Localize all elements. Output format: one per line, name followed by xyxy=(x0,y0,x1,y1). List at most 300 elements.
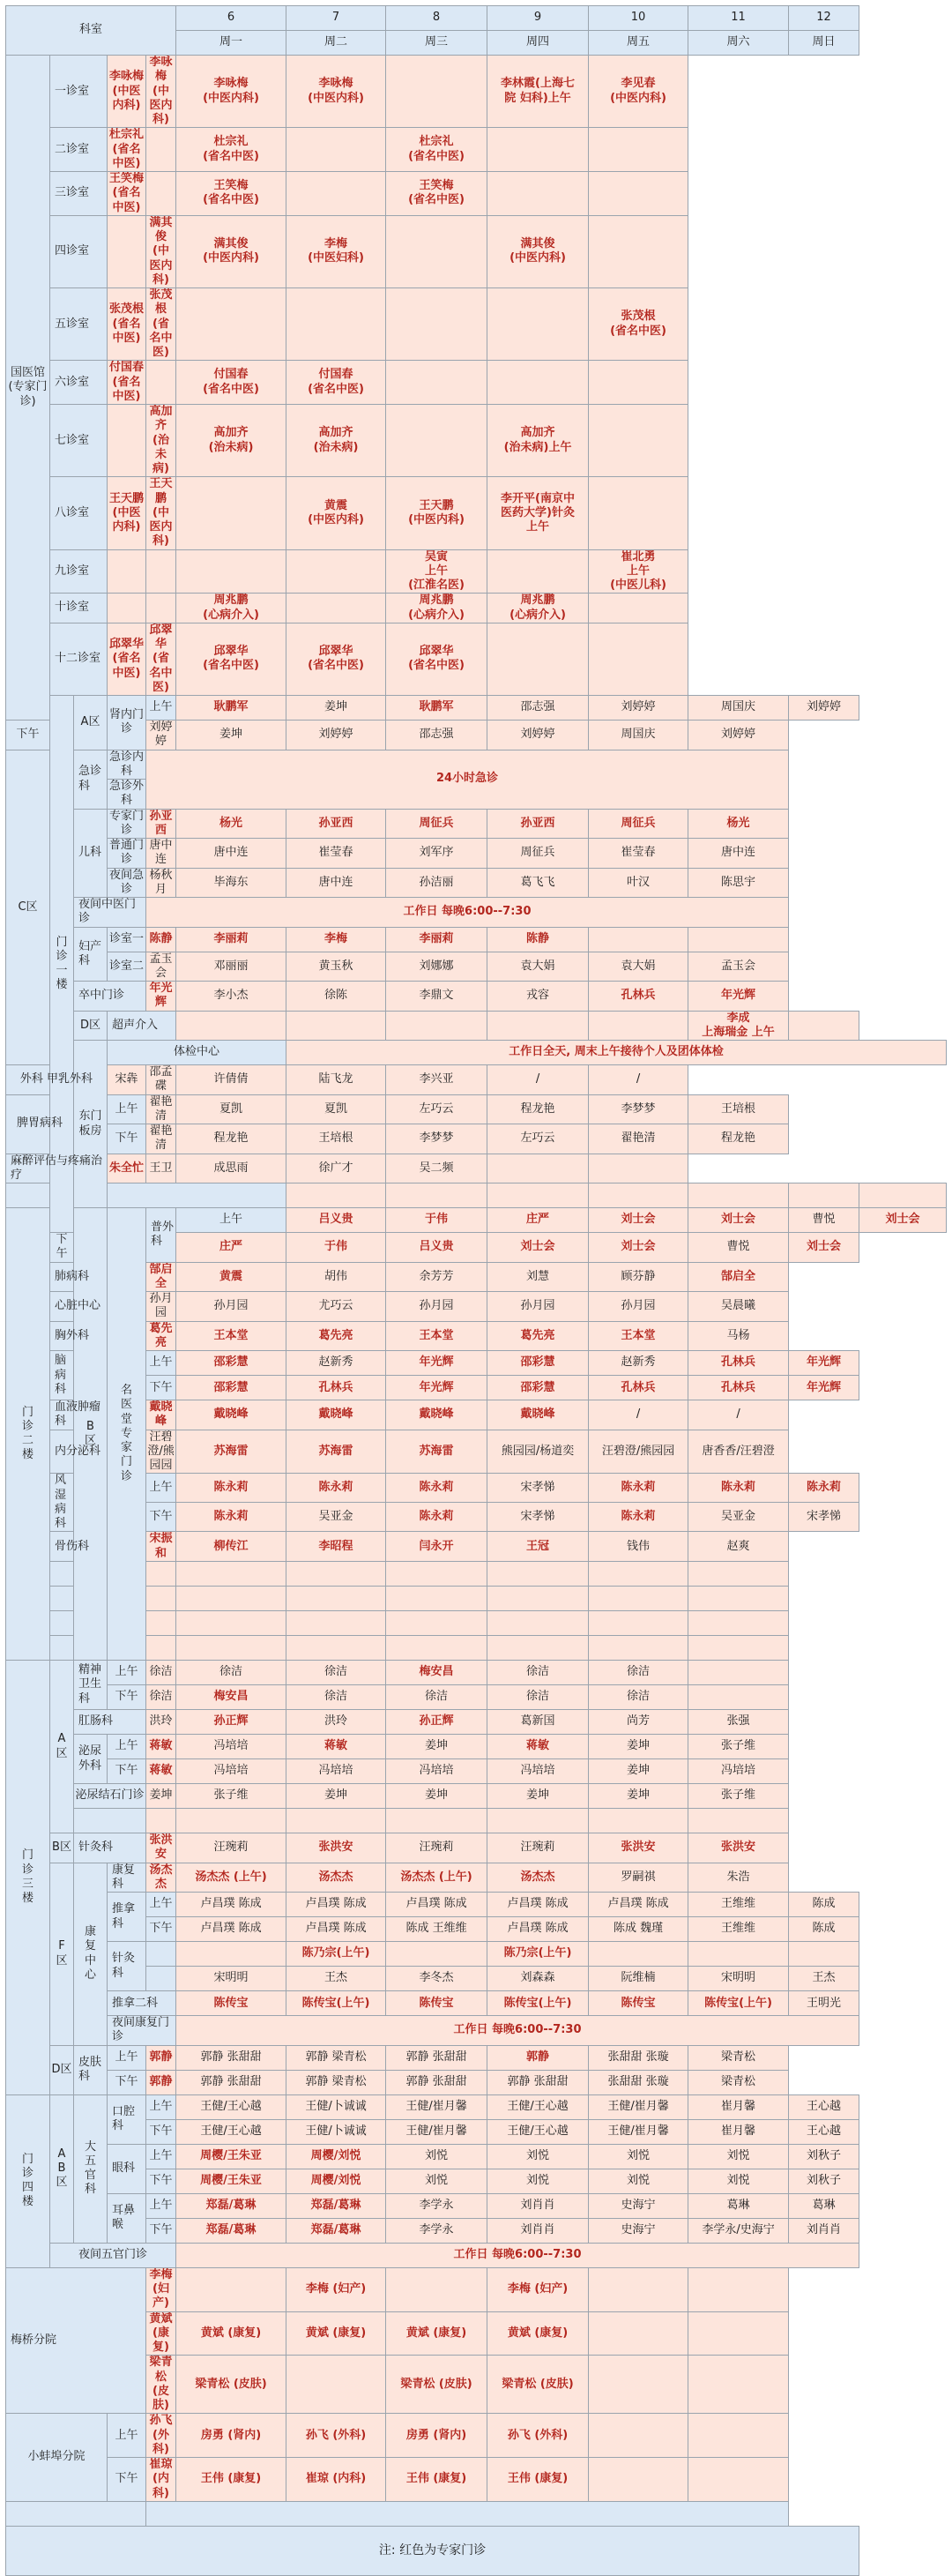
schedule-cell: 周国庆 xyxy=(688,696,789,721)
table-row xyxy=(6,1893,947,1917)
schedule-cell: 杨光 xyxy=(176,809,286,839)
schedule-cell: 工作日 每晚6:00--7:30 xyxy=(176,2243,859,2267)
schedule-cell: 卢昌璞 陈成 xyxy=(176,1917,286,1942)
schedule-cell: 郭静 梁青松 xyxy=(286,2045,386,2070)
schedule-cell: 崔莹春 xyxy=(589,839,688,869)
schedule-cell: 卢昌璞 陈成 xyxy=(589,1893,688,1917)
schedule-cell xyxy=(386,1809,487,1833)
schedule-cell: 陈成 xyxy=(789,1893,859,1917)
schedule-cell: 郜启全 xyxy=(146,1262,176,1292)
schedule-cell xyxy=(789,1011,859,1041)
schedule-cell: 冯培培 xyxy=(286,1759,386,1784)
schedule-cell: 陈永莉 xyxy=(386,1503,487,1532)
schedule-cell: 孟玉会 xyxy=(688,952,789,982)
schedule-cell: 陈永莉 xyxy=(589,1503,688,1532)
dept-header: 科室 xyxy=(6,6,176,56)
schedule-cell: 郭静 张甜甜 xyxy=(386,2045,487,2070)
schedule-cell xyxy=(589,927,688,952)
schedule-cell xyxy=(286,172,386,216)
schedule-cell: 姜坤 xyxy=(589,1784,688,1809)
schedule-cell: 孔林兵 xyxy=(286,1376,386,1400)
schedule-cell: 徐洁 xyxy=(589,1684,688,1709)
row-label xyxy=(50,1561,108,1586)
schedule-cell: 苏海雷 xyxy=(286,1430,386,1474)
schedule-cell xyxy=(176,477,286,549)
schedule-cell: 汤杰杰 xyxy=(286,1863,386,1893)
row-label: 名 医 堂 专 家 门 诊 xyxy=(108,1208,146,1661)
schedule-cell: 张甜甜 张璇 xyxy=(589,2070,688,2094)
row-label: 下午 xyxy=(50,1233,74,1263)
row-label xyxy=(74,1809,146,1833)
schedule-cell xyxy=(589,1809,688,1833)
table-row xyxy=(6,1833,947,1863)
row-label xyxy=(50,1586,108,1610)
schedule-cell: 洪玲 xyxy=(146,1709,176,1734)
schedule-cell: 杜宗礼 (省名中医) xyxy=(108,128,146,172)
row-label xyxy=(50,1635,108,1660)
schedule-cell: 工作日 每晚6:00--7:30 xyxy=(176,2016,859,2046)
schedule-cell: 王本堂 xyxy=(386,1321,487,1351)
row-label: 卒中门诊 xyxy=(74,982,146,1012)
schedule-cell xyxy=(688,2356,789,2414)
schedule-cell: 陈永莉 xyxy=(176,1503,286,1532)
schedule-cell: 王健/崔月馨 xyxy=(589,2094,688,2119)
table-row xyxy=(6,1292,947,1322)
schedule-cell: 宋犇 xyxy=(108,1065,146,1095)
weekday-header: 周四 xyxy=(487,31,589,56)
schedule-cell: 郑磊/葛琳 xyxy=(286,2218,386,2243)
schedule-cell: 邵彩慧 xyxy=(487,1351,589,1376)
schedule-cell: 王冠 xyxy=(487,1532,589,1562)
schedule-cell: 周樱/刘悦 xyxy=(286,2169,386,2193)
schedule-cell: 李兴亚 xyxy=(386,1065,487,1095)
schedule-cell: 周兆鹏 (心病介入) xyxy=(386,594,487,623)
schedule-cell xyxy=(286,1561,386,1586)
row-label: 下午 xyxy=(146,2119,176,2144)
table-row xyxy=(6,2169,947,2193)
schedule-cell xyxy=(487,1809,589,1833)
table-row xyxy=(6,405,947,477)
row-label: F 区 xyxy=(50,1863,74,2045)
schedule-cell: 邵彩慧 xyxy=(176,1376,286,1400)
schedule-cell: 唐香香/汪碧澄 xyxy=(688,1430,789,1474)
table-row xyxy=(6,2016,947,2046)
table-row xyxy=(6,1684,947,1709)
table-row xyxy=(6,1321,947,1351)
schedule-cell: 孙月园 xyxy=(176,1292,286,1322)
schedule-cell: 黄斌 (康复) xyxy=(487,2311,589,2356)
schedule-cell: 王本堂 xyxy=(176,1321,286,1351)
schedule-cell: 阮维楠 xyxy=(589,1967,688,1991)
schedule-cell xyxy=(688,1942,789,1967)
table-row xyxy=(6,2414,947,2458)
schedule-cell: 冯培培 xyxy=(176,1759,286,1784)
row-label: 胸外科 xyxy=(50,1321,108,1351)
schedule-cell xyxy=(589,2311,688,2356)
schedule-cell: 工作日全天, 周末上午接待个人及团体体检 xyxy=(286,1041,947,1065)
schedule-cell: 付国春 (省名中医) xyxy=(176,361,286,405)
schedule-cell: 孔林兵 xyxy=(688,1351,789,1376)
table-row xyxy=(6,2144,947,2169)
schedule-cell: 李开平(南京中 医药大学)针灸 上午 xyxy=(487,477,589,549)
schedule-cell xyxy=(589,361,688,405)
schedule-cell: 李昭程 xyxy=(286,1532,386,1562)
row-label: 上午 xyxy=(108,2045,146,2070)
schedule-cell: 刘娜娜 xyxy=(386,952,487,982)
schedule-cell: 周樱/王朱亚 xyxy=(176,2169,286,2193)
schedule-cell: 满其俊 (中医内科) xyxy=(146,215,176,287)
table-row xyxy=(6,623,947,695)
row-label: B区 xyxy=(50,1833,74,1863)
row-label: 针灸科 xyxy=(74,1833,146,1863)
schedule-cell: 王本堂 xyxy=(589,1321,688,1351)
schedule-cell: 葛先亮 xyxy=(286,1321,386,1351)
schedule-cell xyxy=(688,2311,789,2356)
schedule-cell xyxy=(108,594,146,623)
schedule-cell: 赵新秀 xyxy=(286,1351,386,1376)
schedule-cell: 邵志强 xyxy=(386,721,487,750)
schedule-cell: 付国春 (省名中医) xyxy=(286,361,386,405)
schedule-cell: 周国庆 xyxy=(589,721,688,750)
schedule-cell: 年光辉 xyxy=(386,1351,487,1376)
schedule-cell xyxy=(386,1610,487,1635)
schedule-cell: 姜坤 xyxy=(146,1784,176,1809)
row-label: 心脏中心 xyxy=(50,1292,108,1322)
table-row xyxy=(6,927,947,952)
schedule-cell: 周兆鹏 (心病介入) xyxy=(487,594,589,623)
row-label: 急诊内科 xyxy=(108,750,146,780)
table-row xyxy=(6,982,947,1012)
table-row xyxy=(6,2045,947,2070)
schedule-cell: 崔月馨 xyxy=(688,2094,789,2119)
table-row xyxy=(6,2267,947,2311)
row-label: 下午 xyxy=(146,2169,176,2193)
schedule-cell: 邱翠华 (省名中医) xyxy=(146,623,176,695)
row-label: 一诊室 xyxy=(50,56,108,128)
schedule-cell: 李咏梅 (中医内科) xyxy=(176,56,286,128)
schedule-cell: 翟艳清 xyxy=(146,1094,176,1124)
schedule-cell: 李梅 (妇产) xyxy=(146,2267,176,2311)
schedule-cell: 梅安昌 xyxy=(176,1684,286,1709)
schedule-cell: 孟玉会 xyxy=(146,952,176,982)
schedule-cell: 吴亚金 xyxy=(688,1503,789,1532)
table-row xyxy=(6,1400,947,1430)
row-label: 下午 xyxy=(108,2070,146,2094)
schedule-cell: 刘森森 xyxy=(487,1967,589,1991)
schedule-cell: 刘悦 xyxy=(589,2144,688,2169)
table-row xyxy=(6,1917,947,1942)
table-row xyxy=(6,56,947,128)
schedule-cell: 蒋敏 xyxy=(487,1735,589,1759)
schedule-cell: 程龙艳 xyxy=(688,1124,789,1154)
row-label: 二诊室 xyxy=(50,128,108,172)
schedule-cell: 陈静 xyxy=(487,927,589,952)
schedule-cell xyxy=(146,594,176,623)
schedule-cell: 陈传宝 xyxy=(386,1991,487,2016)
table-row xyxy=(6,2094,947,2119)
schedule-cell: 陈传宝(上午) xyxy=(688,1991,789,2016)
schedule-cell xyxy=(589,2267,688,2311)
schedule-cell: 刘秋子 xyxy=(789,2169,859,2193)
schedule-cell xyxy=(146,549,176,594)
schedule-cell: 周兆鹏 (心病介入) xyxy=(176,594,286,623)
schedule-cell: 耿鹏军 xyxy=(176,696,286,721)
schedule-cell: 顾芬静 xyxy=(589,1262,688,1292)
schedule-cell: 刘肖肖 xyxy=(487,2193,589,2218)
schedule-cell: 孙月园 xyxy=(589,1292,688,1322)
row-label: 妇产科 xyxy=(74,927,108,982)
schedule-cell: 张茂根 (省名中医) xyxy=(589,288,688,361)
row-label: 肛肠科 xyxy=(74,1709,146,1734)
row-label: 耳鼻喉 xyxy=(108,2193,146,2243)
schedule-cell xyxy=(176,1635,286,1660)
weekday-header: 周五 xyxy=(589,31,688,56)
schedule-cell xyxy=(386,1011,487,1041)
schedule-cell: 徐洁 xyxy=(286,1684,386,1709)
schedule-cell: 陈传宝 xyxy=(176,1991,286,2016)
schedule-cell: 邵彩慧 xyxy=(176,1351,286,1376)
schedule-cell: 梅安昌 xyxy=(386,1660,487,1684)
table-row xyxy=(6,288,947,361)
schedule-cell: 苏海雷 xyxy=(176,1430,286,1474)
schedule-cell: 周樱/王朱亚 xyxy=(176,2144,286,2169)
schedule-cell: 孙月园 xyxy=(487,1292,589,1322)
schedule-cell: 李见春 (中医内科) xyxy=(589,56,688,128)
schedule-cell: 张洪安 xyxy=(688,1833,789,1863)
row-label: 三诊室 xyxy=(50,172,108,216)
schedule-cell: 徐洁 xyxy=(146,1684,176,1709)
schedule-cell: 张洪安 xyxy=(146,1833,176,1863)
schedule-cell: 张洪安 xyxy=(286,1833,386,1863)
schedule-cell xyxy=(176,2267,286,2311)
schedule-cell: 汤杰杰 (上午) xyxy=(176,1863,286,1893)
schedule-cell: 刘婷婷 xyxy=(789,696,859,721)
row-label: 下午 xyxy=(146,1917,176,1942)
schedule-cell: 李丽莉 xyxy=(386,927,487,952)
row-label: 上午 xyxy=(146,1474,176,1503)
schedule-cell: 王健/王心越 xyxy=(176,2119,286,2144)
schedule-cell: 孔林兵 xyxy=(589,982,688,1012)
schedule-cell xyxy=(286,128,386,172)
schedule-cell: 卢昌璞 陈成 xyxy=(487,1893,589,1917)
schedule-cell xyxy=(589,1635,688,1660)
schedule-cell xyxy=(386,288,487,361)
schedule-cell: 李咏梅 (中医内科) xyxy=(286,56,386,128)
table-row xyxy=(6,1041,947,1065)
schedule-cell: 李学永 xyxy=(386,2218,487,2243)
schedule-cell: 杨光 xyxy=(688,809,789,839)
row-label: 儿科 xyxy=(74,809,108,898)
schedule-cell: 崔月馨 xyxy=(688,2119,789,2144)
schedule-cell: 姜坤 xyxy=(286,1784,386,1809)
row-label: 针灸科 xyxy=(108,1942,146,1991)
schedule-cell xyxy=(108,215,146,287)
schedule-table xyxy=(5,5,947,2576)
schedule-cell: 徐洁 xyxy=(386,1684,487,1709)
row-label: 肺病科 xyxy=(50,1262,108,1292)
row-label: 下午 xyxy=(146,1503,176,1532)
schedule-cell xyxy=(688,1660,789,1684)
schedule-cell xyxy=(176,549,286,594)
schedule-cell: 吴二频 xyxy=(386,1154,487,1183)
schedule-cell: 李丽莉 xyxy=(176,927,286,952)
schedule-cell: 于伟 xyxy=(386,1208,487,1233)
schedule-cell: 李咏梅 (中医内科) xyxy=(146,56,176,128)
schedule-cell: 姜坤 xyxy=(589,1735,688,1759)
schedule-cell: 孙亚西 xyxy=(146,809,176,839)
schedule-cell: 年光辉 xyxy=(688,982,789,1012)
table-row xyxy=(6,1208,947,1233)
schedule-cell: / xyxy=(589,1400,688,1430)
row-label: 下午 xyxy=(108,1124,146,1154)
schedule-cell: 刘婷婷 xyxy=(487,721,589,750)
table-row xyxy=(6,868,947,898)
schedule-cell: 王明光 xyxy=(789,1991,859,2016)
row-label: 四诊室 xyxy=(50,215,108,287)
schedule-cell: 姜坤 xyxy=(386,1784,487,1809)
row-label: 血液肿瘤科 xyxy=(50,1400,108,1430)
row-label: 门 诊 三 楼 xyxy=(6,1660,50,2094)
table-row xyxy=(6,1351,947,1376)
schedule-cell: 孙洁丽 xyxy=(386,868,487,898)
table-row xyxy=(6,1532,947,1562)
schedule-cell: 郑磊/葛琳 xyxy=(176,2193,286,2218)
schedule-cell: 年光辉 xyxy=(386,1376,487,1400)
schedule-cell: 徐陈 xyxy=(286,982,386,1012)
schedule-cell: 史海宁 xyxy=(589,2218,688,2243)
schedule-cell: 姜坤 xyxy=(286,696,386,721)
schedule-cell: 黄斌 (康复) xyxy=(386,2311,487,2356)
schedule-cell xyxy=(386,1635,487,1660)
schedule-cell: 黄震 (中医内科) xyxy=(286,477,386,549)
schedule-cell xyxy=(589,2356,688,2414)
table-row xyxy=(6,2501,947,2526)
schedule-cell: 王健/王心越 xyxy=(487,2119,589,2144)
row-label: 骨伤科 xyxy=(50,1532,108,1562)
schedule-cell: 孙飞 (外科) xyxy=(146,2414,176,2458)
schedule-cell: 李学永 xyxy=(386,2193,487,2218)
schedule-cell: 郜启全 xyxy=(688,1262,789,1292)
schedule-cell xyxy=(286,1011,386,1041)
schedule-cell: 李梅 (妇产) xyxy=(487,2267,589,2311)
schedule-cell: 张洪安 xyxy=(589,1833,688,1863)
schedule-cell xyxy=(286,594,386,623)
schedule-cell xyxy=(386,1586,487,1610)
schedule-cell: 姜坤 xyxy=(386,1735,487,1759)
row-label: 十诊室 xyxy=(50,594,108,623)
schedule-cell: 王天鹏 (中医内科) xyxy=(386,477,487,549)
row-label: 上午 xyxy=(146,1893,176,1917)
schedule-cell: 蒋敏 xyxy=(286,1735,386,1759)
schedule-cell: 冯培培 xyxy=(176,1735,286,1759)
schedule-cell: 黄玉秋 xyxy=(286,952,386,982)
schedule-cell: 刘悦 xyxy=(589,2169,688,2193)
schedule-cell: 卢昌璞 陈成 xyxy=(386,1893,487,1917)
schedule-cell xyxy=(286,1586,386,1610)
schedule-cell xyxy=(789,1942,859,1967)
footer-row xyxy=(6,2526,947,2575)
schedule-cell: 卢昌璞 陈成 xyxy=(286,1893,386,1917)
table-row xyxy=(6,1262,947,1292)
schedule-cell: 李小杰 xyxy=(176,982,286,1012)
row-label: 上午 xyxy=(176,1208,286,1233)
schedule-cell xyxy=(589,2458,688,2502)
schedule-cell: 唐中连 xyxy=(146,839,176,869)
schedule-cell: 王健/卜诚诚 xyxy=(286,2094,386,2119)
schedule-cell: 24小时急诊 xyxy=(146,750,789,809)
schedule-cell: 黄斌 (康复) xyxy=(146,2311,176,2356)
schedule-cell: 王笑梅 (省名中医) xyxy=(176,172,286,216)
schedule-cell: 刘士会 xyxy=(859,1208,947,1233)
schedule-cell: 汤杰杰 (上午) xyxy=(386,1863,487,1893)
schedule-cell xyxy=(487,623,589,695)
schedule-cell: 朱浩 xyxy=(688,1863,789,1893)
row-label: 下午 xyxy=(6,721,50,750)
row-label: 专家门诊 xyxy=(108,809,146,839)
schedule-cell xyxy=(487,1561,589,1586)
schedule-cell: 工作日 每晚6:00--7:30 xyxy=(146,898,789,928)
table-row xyxy=(6,1183,947,1208)
schedule-cell: 夏凯 xyxy=(176,1094,286,1124)
schedule-cell xyxy=(589,1561,688,1586)
schedule-cell: 满其俊 (中医内科) xyxy=(176,215,286,287)
schedule-cell: 王心越 xyxy=(789,2094,859,2119)
row-label: 体检中心 xyxy=(108,1041,286,1065)
table-row xyxy=(6,1586,947,1610)
schedule-cell: 左巧云 xyxy=(386,1094,487,1124)
table-row xyxy=(6,2458,947,2502)
schedule-cell: 左巧云 xyxy=(487,1124,589,1154)
schedule-cell: 陈永莉 xyxy=(286,1474,386,1503)
schedule-cell: 徐广才 xyxy=(286,1154,386,1183)
schedule-cell xyxy=(286,1809,386,1833)
schedule-cell xyxy=(589,405,688,477)
row-label: 皮肤科 xyxy=(74,2045,108,2094)
schedule-cell xyxy=(688,1561,789,1586)
schedule-cell: 赵新秀 xyxy=(589,1351,688,1376)
schedule-cell: 宋孝悌 xyxy=(487,1474,589,1503)
schedule-cell: 赵爽 xyxy=(688,1532,789,1562)
schedule-cell xyxy=(589,1942,688,1967)
row-label: 下午 xyxy=(108,1684,146,1709)
schedule-cell: 汪琬莉 xyxy=(386,1833,487,1863)
schedule-cell: 高加齐 (治未病) xyxy=(286,405,386,477)
schedule-cell: 陈传宝(上午) xyxy=(487,1991,589,2016)
schedule-cell: 陈思宇 xyxy=(688,868,789,898)
row-label: 小蚌埠分院 xyxy=(6,2414,108,2502)
row-label: 上午 xyxy=(146,2193,176,2218)
table-row xyxy=(6,898,947,928)
row-label: 下午 xyxy=(108,2458,146,2502)
schedule-cell: 邱翠华 (省名中医) xyxy=(286,623,386,695)
table-row xyxy=(6,1784,947,1809)
schedule-cell: 房勇 (肾内) xyxy=(386,2414,487,2458)
schedule-cell: 梁青松 (皮肤) xyxy=(487,2356,589,2414)
row-label: 六诊室 xyxy=(50,361,108,405)
schedule-cell xyxy=(589,1154,688,1183)
schedule-cell xyxy=(487,172,589,216)
weekday-header: 周六 xyxy=(688,31,789,56)
schedule-cell: 耿鹏军 xyxy=(386,696,487,721)
schedule-cell xyxy=(589,215,688,287)
schedule-cell xyxy=(589,1610,688,1635)
table-row xyxy=(6,361,947,405)
schedule-cell: 成思雨 xyxy=(176,1154,286,1183)
schedule-cell: 付国春 (省名中医) xyxy=(108,361,146,405)
schedule-cell: 唐中连 xyxy=(688,839,789,869)
table-row xyxy=(6,2243,947,2267)
schedule-cell: 陈永莉 xyxy=(589,1474,688,1503)
